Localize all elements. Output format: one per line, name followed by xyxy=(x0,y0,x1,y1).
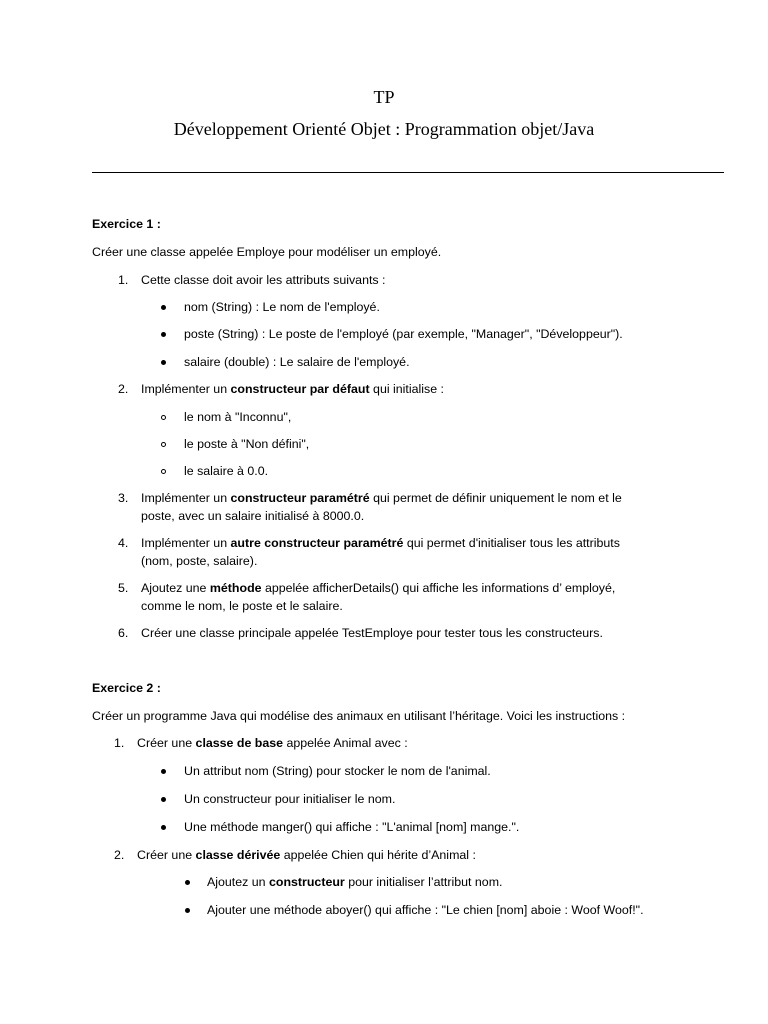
bullet-icon xyxy=(161,797,166,802)
step-text: Implémenter un autre constructeur paramétré qui permet d'initialiser tous les attributs xyxy=(141,536,620,550)
bullet-icon xyxy=(185,908,190,913)
exercise-2-intro: Créer un programme Java qui modélise des animaux en utilisant l’héritage. Voici les instructions : xyxy=(92,709,626,723)
step-number: 1. xyxy=(118,273,129,287)
step-number: 3. xyxy=(118,491,129,505)
step-number: 1. xyxy=(114,736,125,750)
list-item: Un constructeur pour initialiser le nom. xyxy=(184,792,396,806)
bullet-icon xyxy=(161,305,166,310)
step-text: Créer une classe dérivée appelée Chien qui hérite d’Animal : xyxy=(137,848,476,862)
exercise-2-heading: Exercice 2 : xyxy=(92,681,161,695)
list-item: Ajouter une méthode aboyer() qui affiche : "Le chien [nom] aboie : Woof Woof!". xyxy=(207,903,644,917)
step-text: Créer une classe de base appelée Animal avec : xyxy=(137,736,408,750)
horizontal-rule xyxy=(92,172,724,173)
list-item: le nom à "Inconnu", xyxy=(184,410,292,424)
step-text: Implémenter un constructeur paramétré qui permet de définir uniquement le nom et le xyxy=(141,491,622,505)
list-item: Une méthode manger() qui affiche : "L'animal [nom] mange.". xyxy=(184,820,520,834)
step-number: 6. xyxy=(118,626,129,640)
step-text: Ajoutez une méthode appelée afficherDetails() qui affiche les informations d’ employé, xyxy=(141,581,616,595)
step-number: 4. xyxy=(118,536,129,550)
step-number: 2. xyxy=(114,848,125,862)
circle-bullet-icon xyxy=(161,415,166,420)
list-item: le salaire à 0.0. xyxy=(184,464,269,478)
list-item: le poste à "Non défini", xyxy=(184,437,310,451)
step-text-continued: comme le nom, le poste et le salaire. xyxy=(141,599,343,613)
step-text: Créer une classe principale appelée TestEmploye pour tester tous les constructeurs. xyxy=(141,626,603,640)
step-text: Implémenter un constructeur par défaut qui initialise : xyxy=(141,382,444,396)
document-title: TP xyxy=(373,87,395,107)
document-subtitle: Développement Orienté Objet : Programmation objet/Java xyxy=(173,119,595,139)
list-item: Ajoutez un constructeur pour initialiser l’attribut nom. xyxy=(207,875,503,889)
bullet-icon xyxy=(161,332,166,337)
bullet-icon xyxy=(161,360,166,365)
step-number: 2. xyxy=(118,382,129,396)
list-item: nom (String) : Le nom de l'employé. xyxy=(184,300,380,314)
exercise-1-intro: Créer une classe appelée Employe pour modéliser un employé. xyxy=(92,245,442,259)
step-text-continued: (nom, poste, salaire). xyxy=(141,554,258,568)
circle-bullet-icon xyxy=(161,442,166,447)
bullet-icon xyxy=(161,769,166,774)
bullet-icon xyxy=(185,880,190,885)
step-text: Cette classe doit avoir les attributs suivants : xyxy=(141,273,386,287)
exercise-1-heading: Exercice 1 : xyxy=(92,217,161,231)
step-number: 5. xyxy=(118,581,129,595)
step-text-continued: poste, avec un salaire initialisé à 8000.0. xyxy=(141,509,365,523)
list-item: poste (String) : Le poste de l'employé (par exemple, "Manager", "Développeur"). xyxy=(184,327,623,341)
circle-bullet-icon xyxy=(161,469,166,474)
list-item: salaire (double) : Le salaire de l'employé. xyxy=(184,355,410,369)
list-item: Un attribut nom (String) pour stocker le nom de l'animal. xyxy=(184,764,491,778)
bullet-icon xyxy=(161,825,166,830)
